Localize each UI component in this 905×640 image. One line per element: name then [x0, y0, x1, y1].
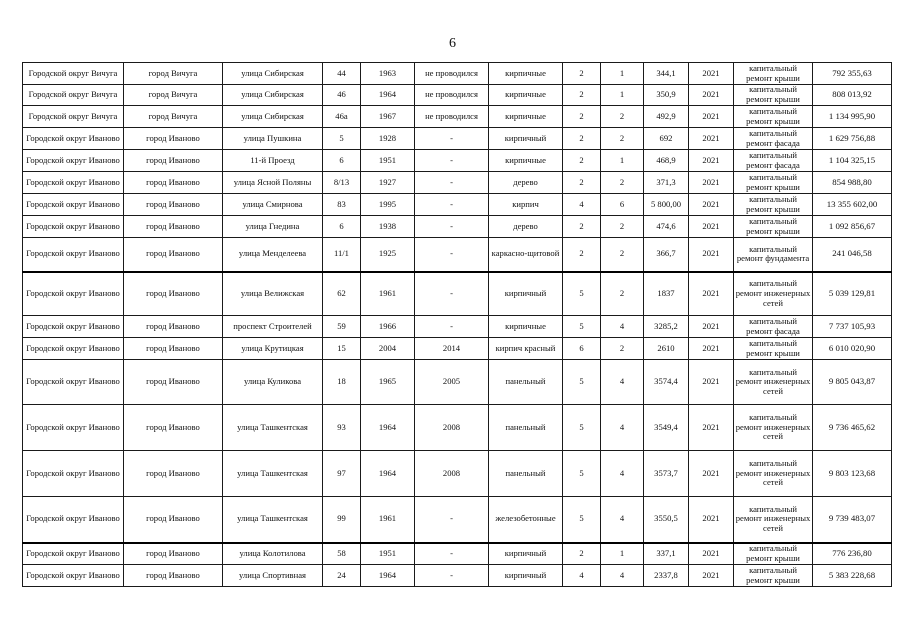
cell-god-postrojki: 1966 — [361, 316, 415, 338]
cell-podezdy: 2 — [601, 172, 644, 194]
cell-etazhi: 2 — [563, 106, 601, 128]
cell-stoimost: 808 013,92 — [813, 85, 892, 106]
cell-stoimost: 1 629 756,88 — [813, 128, 892, 150]
cell-vid-raboty: капитальный ремонт инженерных сетей — [734, 272, 813, 316]
cell-god-postrojki: 1964 — [361, 451, 415, 497]
cell-dom: 46а — [323, 106, 361, 128]
cell-material: дерево — [489, 216, 563, 238]
cell-stoimost: 5 383 228,68 — [813, 565, 892, 587]
cell-etazhi: 2 — [563, 128, 601, 150]
cell-stoimost: 9 803 123,68 — [813, 451, 892, 497]
cell-vid-raboty: капитальный ремонт крыши — [734, 565, 813, 587]
table-row — [23, 405, 892, 451]
cell-material: кирпичный — [489, 543, 563, 565]
cell-god-remonta: - — [415, 150, 489, 172]
cell-dom: 6 — [323, 216, 361, 238]
cell-god-postrojki: 1963 — [361, 63, 415, 85]
cell-god-remonta: - — [415, 543, 489, 565]
cell-material: кирпичные — [489, 150, 563, 172]
cell-vid-raboty: капитальный ремонт инженерных сетей — [734, 497, 813, 543]
cell-ploshchad: 492,9 — [644, 106, 689, 128]
table-row — [23, 150, 892, 172]
cell-podezdy: 1 — [601, 150, 644, 172]
cell-vid-raboty: капитальный ремонт фасада — [734, 316, 813, 338]
cell-etazhi: 2 — [563, 63, 601, 85]
cell-god-remonta: - — [415, 194, 489, 216]
cell-god-postrojki: 1938 — [361, 216, 415, 238]
cell-dom: 97 — [323, 451, 361, 497]
cell-ulica: улица Сибирская — [223, 63, 323, 85]
cell-god-plan: 2021 — [689, 497, 734, 543]
cell-vid-raboty: капитальный ремонт крыши — [734, 85, 813, 106]
cell-vid-raboty: капитальный ремонт крыши — [734, 194, 813, 216]
table-row — [23, 497, 892, 543]
cell-okrug: Городской округ Иваново — [23, 238, 124, 272]
cell-ploshchad: 3573,7 — [644, 451, 689, 497]
cell-dom: 6 — [323, 150, 361, 172]
cell-god-postrojki: 1964 — [361, 405, 415, 451]
cell-stoimost: 13 355 602,00 — [813, 194, 892, 216]
cell-stoimost: 9 736 465,62 — [813, 405, 892, 451]
cell-ploshchad: 350,9 — [644, 85, 689, 106]
cell-god-postrojki: 1961 — [361, 272, 415, 316]
housing-repair-table — [22, 62, 892, 587]
cell-ulica: улица Ташкентская — [223, 405, 323, 451]
cell-okrug: Городской округ Вичуга — [23, 85, 124, 106]
cell-dom: 44 — [323, 63, 361, 85]
cell-etazhi: 4 — [563, 565, 601, 587]
cell-okrug: Городской округ Иваново — [23, 360, 124, 405]
cell-vid-raboty: капитальный ремонт крыши — [734, 172, 813, 194]
cell-okrug: Городской округ Иваново — [23, 172, 124, 194]
cell-dom: 62 — [323, 272, 361, 316]
cell-material: дерево — [489, 172, 563, 194]
table-row — [23, 128, 892, 150]
table-row — [23, 85, 892, 106]
cell-dom: 99 — [323, 497, 361, 543]
cell-gorod: город Иваново — [124, 543, 223, 565]
cell-god-remonta: - — [415, 172, 489, 194]
cell-god-plan: 2021 — [689, 238, 734, 272]
cell-etazhi: 5 — [563, 316, 601, 338]
cell-dom: 46 — [323, 85, 361, 106]
cell-ploshchad: 474,6 — [644, 216, 689, 238]
cell-god-plan: 2021 — [689, 360, 734, 405]
cell-material: кирпичный — [489, 128, 563, 150]
cell-material: кирпичный — [489, 272, 563, 316]
table-row — [23, 543, 892, 565]
cell-god-postrojki: 1928 — [361, 128, 415, 150]
cell-ulica: улица Ясной Поляны — [223, 172, 323, 194]
cell-stoimost: 6 010 020,90 — [813, 338, 892, 360]
cell-gorod: город Иваново — [124, 194, 223, 216]
cell-material: панельный — [489, 451, 563, 497]
table-row — [23, 565, 892, 587]
table-row — [23, 451, 892, 497]
cell-ploshchad: 692 — [644, 128, 689, 150]
cell-ulica: улица Ташкентская — [223, 497, 323, 543]
cell-podezdy: 1 — [601, 85, 644, 106]
cell-god-remonta: 2008 — [415, 405, 489, 451]
cell-material: кирпичные — [489, 63, 563, 85]
cell-god-plan: 2021 — [689, 150, 734, 172]
cell-god-postrojki: 1964 — [361, 565, 415, 587]
cell-okrug: Городской округ Иваново — [23, 497, 124, 543]
cell-ulica: улица Менделеева — [223, 238, 323, 272]
cell-gorod: город Вичуга — [124, 85, 223, 106]
table-row — [23, 63, 892, 85]
cell-ploshchad: 3574,4 — [644, 360, 689, 405]
cell-stoimost: 1 134 995,90 — [813, 106, 892, 128]
cell-okrug: Городской округ Иваново — [23, 128, 124, 150]
cell-god-postrojki: 1951 — [361, 150, 415, 172]
cell-god-plan: 2021 — [689, 106, 734, 128]
cell-ploshchad: 366,7 — [644, 238, 689, 272]
page-number: 6 — [449, 36, 456, 51]
cell-material: кирпичные — [489, 106, 563, 128]
cell-god-plan: 2021 — [689, 451, 734, 497]
cell-okrug: Городской округ Вичуга — [23, 63, 124, 85]
cell-dom: 59 — [323, 316, 361, 338]
cell-god-postrojki: 2004 — [361, 338, 415, 360]
cell-ulica: улица Сибирская — [223, 85, 323, 106]
cell-gorod: город Вичуга — [124, 106, 223, 128]
cell-podezdy: 2 — [601, 238, 644, 272]
cell-etazhi: 2 — [563, 85, 601, 106]
cell-god-postrojki: 1995 — [361, 194, 415, 216]
cell-podezdy: 2 — [601, 106, 644, 128]
cell-stoimost: 1 092 856,67 — [813, 216, 892, 238]
cell-okrug: Городской округ Иваново — [23, 405, 124, 451]
cell-god-remonta: 2014 — [415, 338, 489, 360]
cell-etazhi: 6 — [563, 338, 601, 360]
cell-okrug: Городской округ Иваново — [23, 216, 124, 238]
cell-gorod: город Иваново — [124, 150, 223, 172]
table-row — [23, 194, 892, 216]
cell-okrug: Городской округ Иваново — [23, 543, 124, 565]
cell-stoimost: 9 805 043,87 — [813, 360, 892, 405]
cell-etazhi: 2 — [563, 172, 601, 194]
cell-podezdy: 1 — [601, 543, 644, 565]
table-body — [23, 63, 892, 587]
cell-material: кирпичные — [489, 85, 563, 106]
cell-stoimost: 854 988,80 — [813, 172, 892, 194]
cell-podezdy: 1 — [601, 63, 644, 85]
cell-vid-raboty: капитальный ремонт фасада — [734, 150, 813, 172]
cell-vid-raboty: капитальный ремонт инженерных сетей — [734, 451, 813, 497]
cell-podezdy: 4 — [601, 451, 644, 497]
cell-god-plan: 2021 — [689, 316, 734, 338]
cell-god-remonta: - — [415, 238, 489, 272]
cell-gorod: город Иваново — [124, 451, 223, 497]
cell-okrug: Городской округ Иваново — [23, 316, 124, 338]
cell-podezdy: 2 — [601, 128, 644, 150]
cell-god-remonta: - — [415, 497, 489, 543]
cell-gorod: город Иваново — [124, 128, 223, 150]
cell-gorod: город Иваново — [124, 272, 223, 316]
cell-podezdy: 4 — [601, 497, 644, 543]
cell-vid-raboty: капитальный ремонт крыши — [734, 106, 813, 128]
cell-material: кирпичные — [489, 316, 563, 338]
cell-god-plan: 2021 — [689, 272, 734, 316]
table-row — [23, 338, 892, 360]
cell-dom: 5 — [323, 128, 361, 150]
table-row — [23, 360, 892, 405]
cell-ulica: 11-й Проезд — [223, 150, 323, 172]
cell-gorod: город Иваново — [124, 238, 223, 272]
cell-podezdy: 4 — [601, 360, 644, 405]
cell-vid-raboty: капитальный ремонт инженерных сетей — [734, 405, 813, 451]
cell-ulica: проспект Строителей — [223, 316, 323, 338]
cell-god-plan: 2021 — [689, 216, 734, 238]
cell-god-postrojki: 1965 — [361, 360, 415, 405]
cell-ploshchad: 5 800,00 — [644, 194, 689, 216]
cell-ulica: улица Гнедина — [223, 216, 323, 238]
table-row — [23, 172, 892, 194]
cell-god-remonta: не проводился — [415, 63, 489, 85]
cell-gorod: город Иваново — [124, 338, 223, 360]
cell-etazhi: 2 — [563, 238, 601, 272]
cell-material: кирпич красный — [489, 338, 563, 360]
cell-ploshchad: 3550,5 — [644, 497, 689, 543]
cell-ulica: улица Спортивная — [223, 565, 323, 587]
cell-god-remonta: - — [415, 128, 489, 150]
cell-vid-raboty: капитальный ремонт фасада — [734, 128, 813, 150]
cell-god-plan: 2021 — [689, 338, 734, 360]
cell-god-postrojki: 1927 — [361, 172, 415, 194]
cell-god-remonta: - — [415, 316, 489, 338]
cell-etazhi: 4 — [563, 194, 601, 216]
cell-ulica: улица Ташкентская — [223, 451, 323, 497]
cell-god-plan: 2021 — [689, 63, 734, 85]
cell-podezdy: 2 — [601, 216, 644, 238]
cell-god-postrojki: 1951 — [361, 543, 415, 565]
cell-ulica: улица Колотилова — [223, 543, 323, 565]
cell-ulica: улица Сибирская — [223, 106, 323, 128]
cell-vid-raboty: капитальный ремонт крыши — [734, 338, 813, 360]
cell-dom: 8/13 — [323, 172, 361, 194]
cell-okrug: Городской округ Иваново — [23, 338, 124, 360]
cell-vid-raboty: капитальный ремонт крыши — [734, 543, 813, 565]
cell-vid-raboty: капитальный ремонт крыши — [734, 63, 813, 85]
cell-okrug: Городской округ Иваново — [23, 565, 124, 587]
cell-dom: 11/1 — [323, 238, 361, 272]
table-row — [23, 216, 892, 238]
cell-stoimost: 241 046,58 — [813, 238, 892, 272]
cell-etazhi: 5 — [563, 272, 601, 316]
cell-etazhi: 2 — [563, 216, 601, 238]
cell-okrug: Городской округ Иваново — [23, 150, 124, 172]
cell-god-plan: 2021 — [689, 194, 734, 216]
cell-ulica: улица Пушкина — [223, 128, 323, 150]
cell-ploshchad: 1837 — [644, 272, 689, 316]
cell-ulica: улица Крутицкая — [223, 338, 323, 360]
cell-stoimost: 5 039 129,81 — [813, 272, 892, 316]
cell-ploshchad: 337,1 — [644, 543, 689, 565]
cell-material: каркасно-щитовой — [489, 238, 563, 272]
cell-god-remonta: не проводился — [415, 85, 489, 106]
cell-ploshchad: 2337,8 — [644, 565, 689, 587]
cell-ploshchad: 468,9 — [644, 150, 689, 172]
cell-etazhi: 5 — [563, 451, 601, 497]
cell-dom: 93 — [323, 405, 361, 451]
cell-ulica: улица Велижская — [223, 272, 323, 316]
table-row — [23, 238, 892, 272]
cell-etazhi: 5 — [563, 360, 601, 405]
cell-gorod: город Иваново — [124, 405, 223, 451]
cell-gorod: город Иваново — [124, 316, 223, 338]
cell-etazhi: 5 — [563, 405, 601, 451]
cell-podezdy: 2 — [601, 338, 644, 360]
table-row — [23, 272, 892, 316]
cell-dom: 18 — [323, 360, 361, 405]
cell-ploshchad: 371,3 — [644, 172, 689, 194]
cell-stoimost: 1 104 325,15 — [813, 150, 892, 172]
cell-god-remonta: не проводился — [415, 106, 489, 128]
cell-podezdy: 4 — [601, 565, 644, 587]
cell-podezdy: 2 — [601, 272, 644, 316]
cell-podezdy: 4 — [601, 405, 644, 451]
cell-god-postrojki: 1967 — [361, 106, 415, 128]
cell-gorod: город Вичуга — [124, 63, 223, 85]
cell-ulica: улица Смирнова — [223, 194, 323, 216]
cell-ploshchad: 3285,2 — [644, 316, 689, 338]
cell-material: железобетонные — [489, 497, 563, 543]
cell-dom: 83 — [323, 194, 361, 216]
cell-etazhi: 2 — [563, 150, 601, 172]
cell-dom: 15 — [323, 338, 361, 360]
cell-material: панельный — [489, 360, 563, 405]
cell-god-remonta: - — [415, 272, 489, 316]
cell-gorod: город Иваново — [124, 216, 223, 238]
cell-god-remonta: - — [415, 216, 489, 238]
cell-god-remonta: 2005 — [415, 360, 489, 405]
cell-ploshchad: 3549,4 — [644, 405, 689, 451]
cell-okrug: Городской округ Иваново — [23, 272, 124, 316]
cell-god-plan: 2021 — [689, 85, 734, 106]
cell-podezdy: 4 — [601, 316, 644, 338]
cell-ploshchad: 344,1 — [644, 63, 689, 85]
cell-god-plan: 2021 — [689, 565, 734, 587]
cell-etazhi: 2 — [563, 543, 601, 565]
cell-gorod: город Иваново — [124, 497, 223, 543]
cell-podezdy: 6 — [601, 194, 644, 216]
table-row — [23, 316, 892, 338]
cell-ploshchad: 2610 — [644, 338, 689, 360]
cell-stoimost: 9 739 483,07 — [813, 497, 892, 543]
cell-stoimost: 792 355,63 — [813, 63, 892, 85]
cell-vid-raboty: капитальный ремонт крыши — [734, 216, 813, 238]
cell-god-plan: 2021 — [689, 128, 734, 150]
cell-material: панельный — [489, 405, 563, 451]
cell-god-remonta: 2008 — [415, 451, 489, 497]
cell-god-remonta: - — [415, 565, 489, 587]
cell-okrug: Городской округ Иваново — [23, 194, 124, 216]
cell-okrug: Городской округ Вичуга — [23, 106, 124, 128]
cell-vid-raboty: капитальный ремонт фундамента — [734, 238, 813, 272]
cell-stoimost: 7 737 105,93 — [813, 316, 892, 338]
cell-god-plan: 2021 — [689, 543, 734, 565]
cell-vid-raboty: капитальный ремонт инженерных сетей — [734, 360, 813, 405]
cell-gorod: город Иваново — [124, 565, 223, 587]
cell-etazhi: 5 — [563, 497, 601, 543]
cell-god-postrojki: 1961 — [361, 497, 415, 543]
cell-god-postrojki: 1964 — [361, 85, 415, 106]
cell-material: кирпичный — [489, 565, 563, 587]
cell-ulica: улица Куликова — [223, 360, 323, 405]
cell-dom: 58 — [323, 543, 361, 565]
table-row — [23, 106, 892, 128]
cell-god-plan: 2021 — [689, 405, 734, 451]
cell-gorod: город Иваново — [124, 172, 223, 194]
cell-god-plan: 2021 — [689, 172, 734, 194]
cell-god-postrojki: 1925 — [361, 238, 415, 272]
cell-okrug: Городской округ Иваново — [23, 451, 124, 497]
cell-material: кирпич — [489, 194, 563, 216]
cell-dom: 24 — [323, 565, 361, 587]
cell-gorod: город Иваново — [124, 360, 223, 405]
cell-stoimost: 776 236,80 — [813, 543, 892, 565]
